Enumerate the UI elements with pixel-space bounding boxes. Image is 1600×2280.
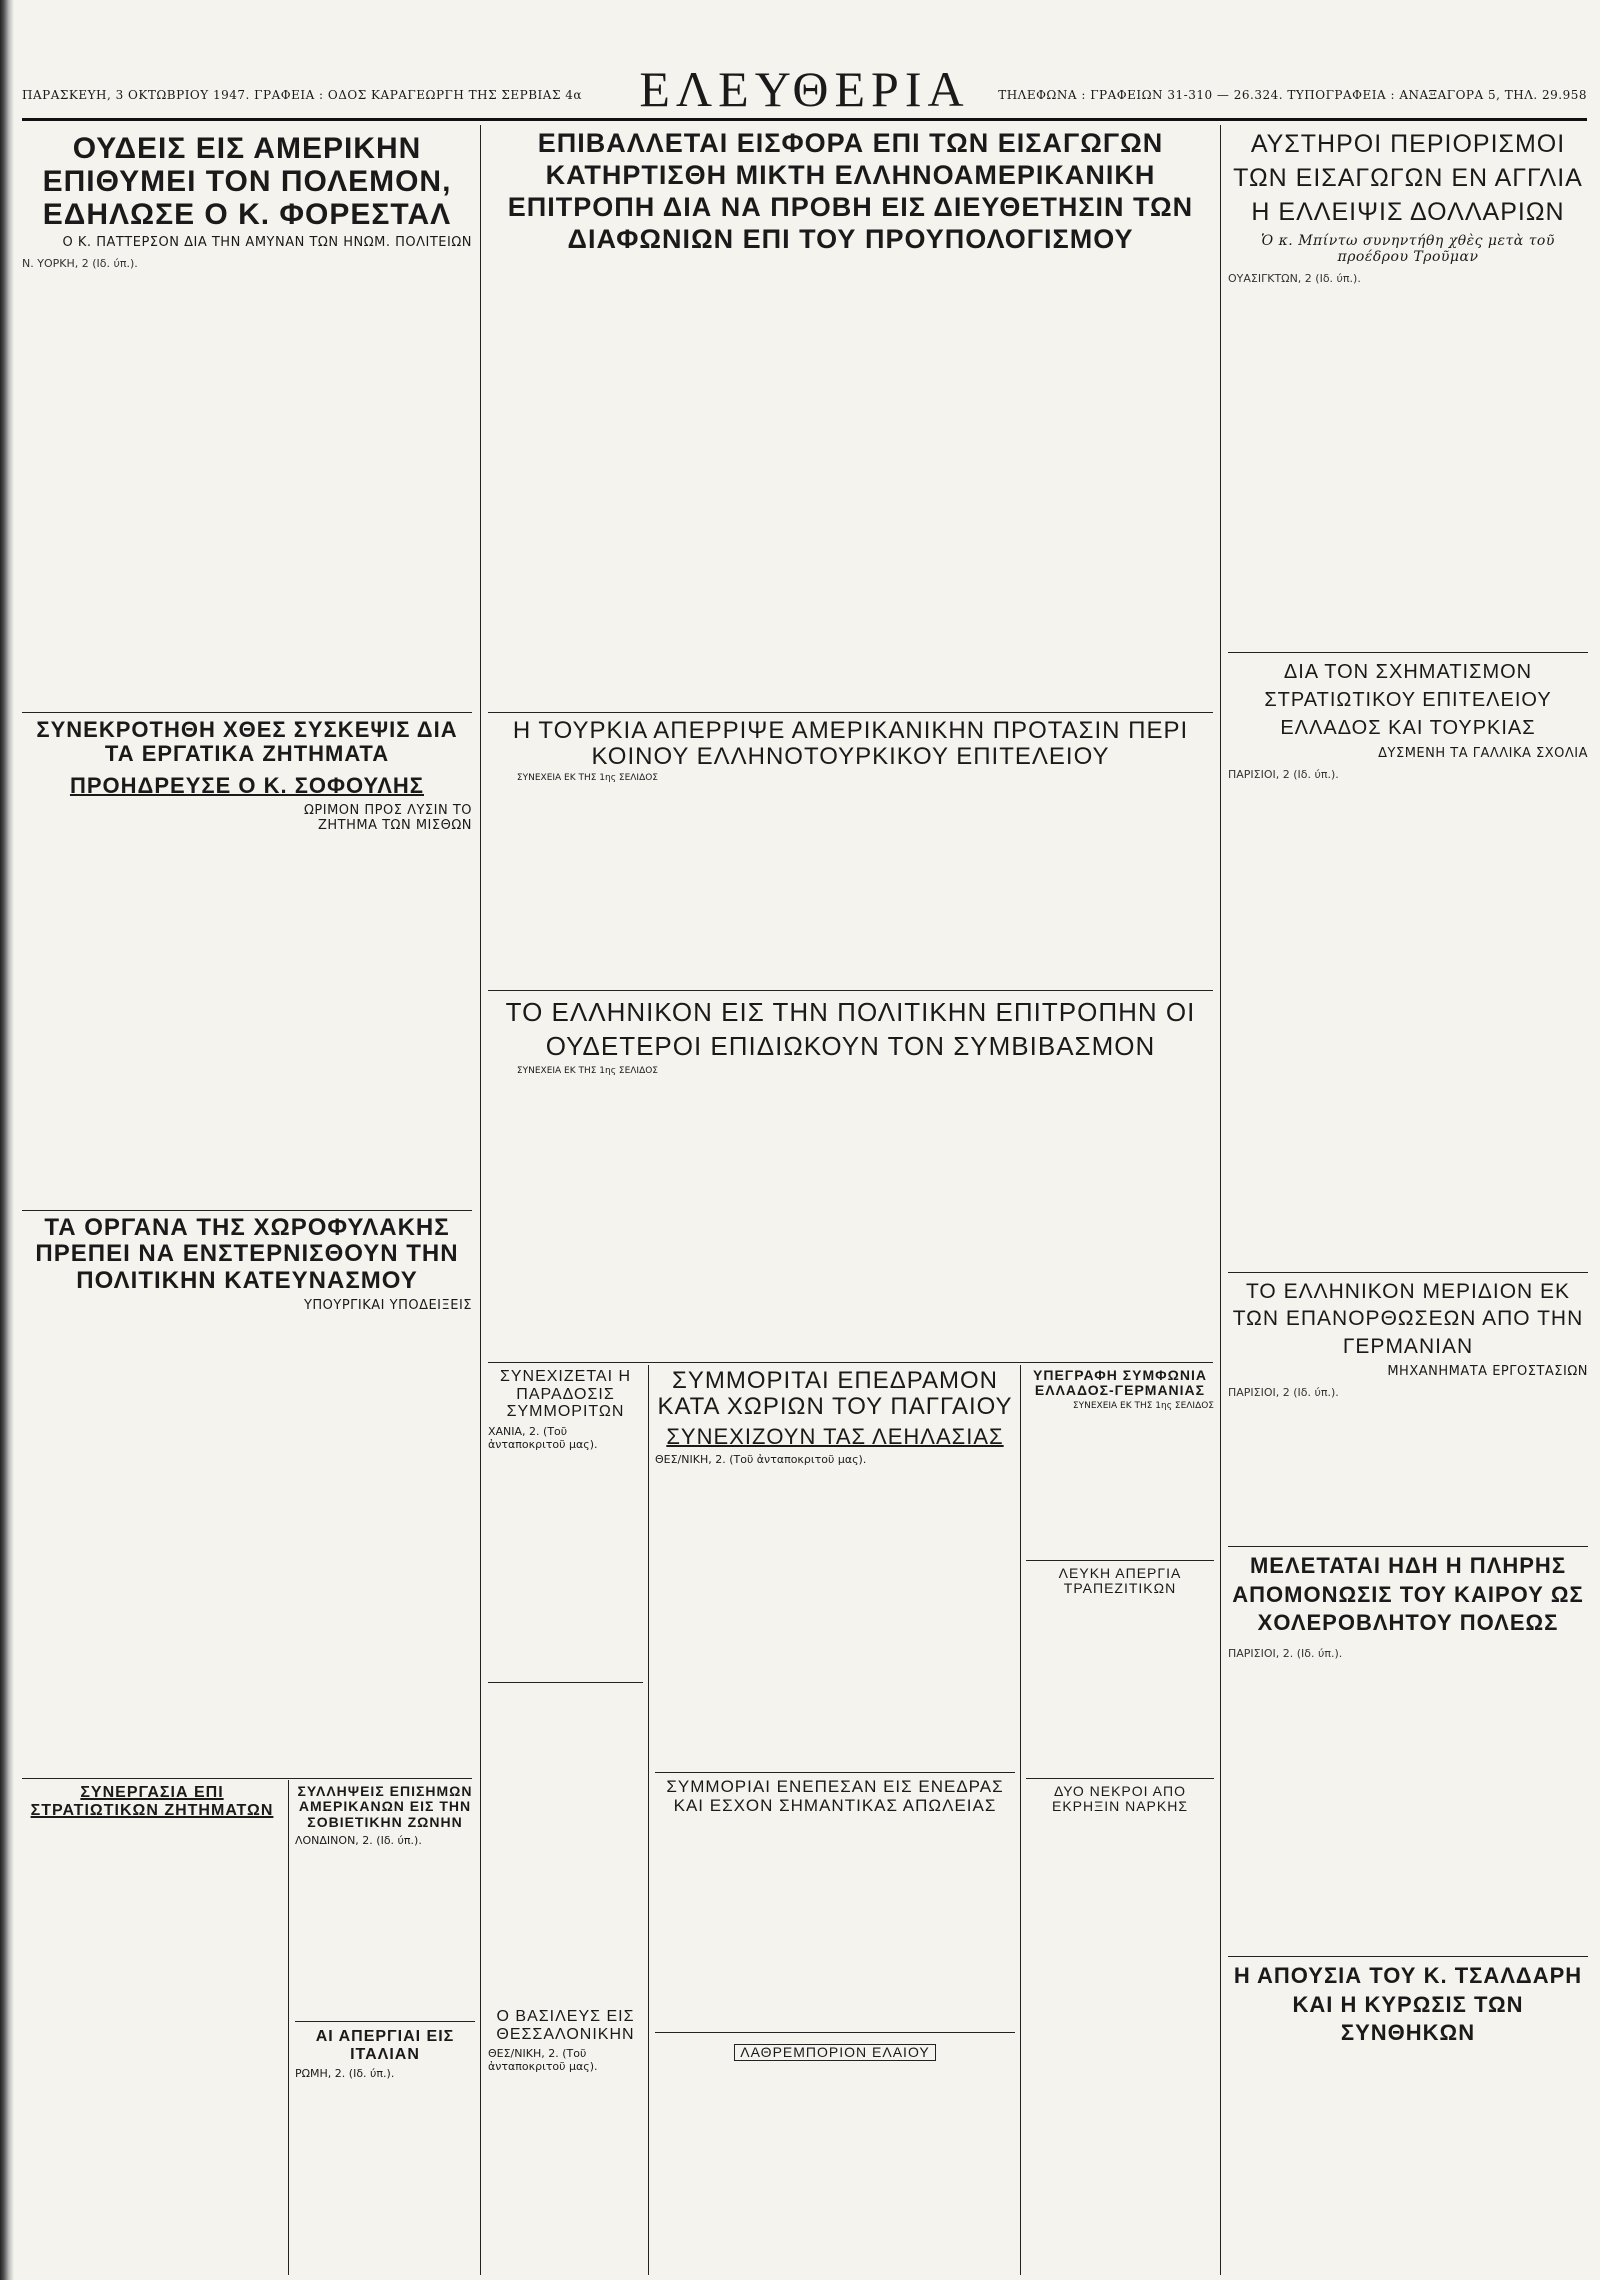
headline: ΣΥΝΕΧΙΖΕΤΑΙ Η ΠΑΡΑΔΟΣΙΣ ΣΥΜΜΟΡΙΤΩΝ [499,1368,632,1421]
section-rule [22,1210,472,1211]
article-body [488,1078,1213,1338]
article-body [655,2067,1015,2257]
article-body [1026,1413,1214,1533]
article-forrestal [22,128,472,708]
article-paggaio [655,1368,1015,1768]
headline: ΛΕΥΚΗ ΑΠΕΡΓΙΑ ΤΡΑΠΕΖΙΤΙΚΩΝ [1058,1566,1182,1597]
article-body [488,1688,643,2008]
article-body [1228,1383,1588,1533]
headline: ΛΑΘΡΕΜΠΟΡΙΟΝ ΕΛΑΙΟΥ [734,2044,936,2061]
section-rule [488,1362,1213,1363]
dateline: ΟΥΑΣΙΓΚΤΩΝ, 2 (Ιδ. ύπ.). [1228,272,1361,286]
dateline: ΘΕΣ/ΝΙΚΗ, 2. (Τοῦ ἀνταποκριτοῦ μας). [488,2047,598,2074]
article-ambush [655,1778,1015,2028]
section-rule [655,1772,1015,1773]
article-king [488,1688,643,2273]
subheadline: ΔΥΣΜΕΝΗ ΤΑ ΓΑΛΛΙΚΑ ΣΧΟΛΙΑ [1378,746,1588,761]
article-agreement [1026,1368,1214,1558]
article-body [22,1317,472,1757]
section-rule [655,2032,1015,2033]
headline: ΥΠΕΓΡΑΦΗ ΣΥΜΦΩΝΙΑ ΕΛΛΑΔΟΣ-ΓΕΡΜΑΝΙΑΣ [1033,1368,1207,1399]
masthead [22,60,1587,120]
article-strike [1026,1566,1214,1776]
headline: ΜΕΛΕΤΑΤΑΙ ΗΔΗ Η ΠΛΗΡΗΣ ΑΠΟΜΟΝΩΣΙΣ ΤΟΥ ΚΑΙΡΟΥ ΩΣ ΧΟΛΕΡΟΒΛΗΤΟΥ ΠΟΛΕΩΣ [1232,1553,1584,1636]
section-rule [1026,1560,1214,1561]
article-body [22,254,472,684]
article-body [655,1821,1015,2011]
dateline: Ν. ΥΟΡΚΗ, 2 (Ιδ. ύπ.). [22,257,138,270]
article-body [1026,1603,1214,1768]
article-tsaldaris [1228,1962,1588,2274]
article-cholera [1228,1552,1588,1952]
section-rule [1228,652,1588,653]
article-body-2 [488,2077,643,2257]
headline: ΔΙΑ ΤΟΝ ΣΧΗΜΑΤΙΣΜΟΝ ΣΤΡΑΤΙΩΤΙΚΟΥ ΕΠΙΤΕΛΕΙΟΥ ΕΛΛΑΔΟΣ ΚΑΙ ΤΟΥΡΚΙΑΣ [1264,661,1552,739]
headline-italy: ΑΙ ΑΠΕΡΓΙΑΙ ΕΙΣ ΙΤΑΛΙΑΝ [315,2028,455,2063]
article-arrests [295,1784,475,2274]
article-body [1026,1821,1214,2261]
headline: ΔΥΟ ΝΕΚΡΟΙ ΑΠΟ ΕΚΡΗΞΙΝ ΝΑΡΚΗΣ [1051,1784,1188,1815]
section-rule [1228,1272,1588,1273]
headline: ΑΥΣΤΗΡΟΙ ΠΕΡΙΟΡΙΣΜΟΙ ΤΩΝ ΕΙΣΑΓΩΓΩΝ ΕΝ ΑΓΓΛΙΑ Η ΕΛΛΕΙΨΙΣ ΔΟΛΛΑΡΙΩΝ [1233,130,1583,226]
article-turkey [488,718,1213,988]
article-un [488,996,1213,1361]
masthead-rule [22,118,1587,121]
section-rule [488,990,1213,991]
column-divider [480,125,481,2275]
headline: ΣΥΜΜΟΡΙΑΙ ΕΝΕΠΕΣΑΝ ΕΙΣ ΕΝΕΔΡΑΣ ΚΑΙ ΕΣΧΟΝ ΣΗΜΑΝΤΙΚΑΣ ΑΠΩΛΕΙΑΣ [666,1778,1004,1815]
headline: ΕΠΙΒΑΛΛΕΤΑΙ ΕΙΣΦΟΡΑ ΕΠΙ ΤΩΝ ΕΙΣΑΓΩΓΩΝ ΚΑΤΗΡΤΙΣΘΗ ΜΙΚΤΗ ΕΛΛΗΝΟΑΜΕΡΙΚΑΝΙΚΗ ΕΠΙΤΡΟΠΗ ΔΙΑ ΝΑ ΠΡΟΒΗ ΕΙΣ ΔΙΕΥΘΕΤΗΣΙΝ ΤΩΝ ΔΙΑΦΩΝΙΩΝ ΕΠΙ ΤΟΥ ΠΡΟΥΠΟΛΟΓΙΣΜΟΥ [507,128,1194,254]
article-body [1228,2054,1588,2274]
article-labor [22,718,472,1208]
article-reparations [1228,1278,1588,1543]
masthead-phones: ΤΗΛΕΦΩΝΑ : ΓΡΑΦΕΙΩΝ 31-310 — 26.324. ΤΥΠΟΓΡΑΦΕΙΑ : ΑΝΑΞΑΓΟΡΑ 5, ΤΗΛ. 29.958 [998,88,1587,102]
section-rule [22,1778,472,1779]
continued-note: ΣΥΝΕΧΕΙΑ ΕΚ ΤΗΣ 1ης ΣΕΛΙΔΟΣ [516,772,658,783]
column-divider [1220,125,1221,2275]
subheadline: Ο Κ. ΠΑΤΤΕΡΣΟΝ ΔΙΑ ΤΗΝ ΑΜΥΝΑΝ ΤΩΝ ΗΝΩΜ. ΠΟΛΙΤΕΙΩΝ [62,235,472,250]
headline: Ο ΒΑΣΙΛΕΥΣ ΕΙΣ ΘΕΣΣΑΛΟΝΙΚΗΝ [496,2008,635,2043]
headline-secondary: ΣΥΝΕΧΙΖΟΥΝ ΤΑΣ ΛΕΗΛΑΣΙΑΣ [666,1423,1004,1449]
article-oil [655,2038,1015,2273]
continued-note: ΣΥΝΕΧΕΙΑ ΕΚ ΤΗΣ 1ης ΣΕΛΙΔΟΣ [516,1065,658,1076]
article-body [295,1851,475,2021]
dateline: ΘΕΣ/ΝΙΚΗ, 2. (Τοῦ ἀνταποκριτοῦ μας). [655,1452,867,1466]
subheadline: ΜΗΧΑΝΗΜΑΤΑ ΕΡΓΟΣΤΑΣΙΩΝ [1387,1363,1588,1379]
section-rule [1026,1778,1214,1779]
article-body [488,261,1213,691]
article-gendarmerie [22,1215,472,1775]
article-body [1228,1644,1588,1904]
headline: ΤΟ ΕΛΛΗΝΙΚΟΝ ΕΙΣ ΤΗΝ ΠΟΛΙΤΙΚΗΝ ΕΠΙΤΡΟΠΗΝ ΟΙ ΟΥΔΕΤΕΡΟΙ ΕΠΙΔΙΩΚΟΥΝ ΤΟΝ ΣΥΜΒΙΒΑΣΜΟΝ [505,997,1196,1061]
dateline: ΠΑΡΙΣΙΟΙ, 2 (Ιδ. ύπ.). [1228,1385,1339,1399]
headline: ΣΥΜΜΟΡΙΤΑΙ ΕΠΕΔΡΑΜΟΝ ΚΑΤΑ ΧΩΡΙΩΝ ΤΟΥ ΠΑΓΓΑΙΟΥ [657,1368,1013,1421]
article-body [22,1825,282,2265]
article-body [655,1470,1015,1740]
article-england [1228,128,1588,648]
subheadline: ΩΡΙΜΟΝ ΠΡΟΣ ΛΥΣΙΝ ΤΟ ΖΗΤΗΜΑ ΤΩΝ ΜΙΣΘΩΝ [303,802,472,833]
section-rule [22,712,472,713]
dateline: ΠΑΡΙΣΙΟΙ, 2. (Ιδ. ύπ.). [1228,1646,1343,1660]
headline: ΤΟ ΕΛΛΗΝΙΚΟΝ ΜΕΡΙΔΙΟΝ ΕΚ ΤΩΝ ΕΠΑΝΟΡΘΩΣΕΩΝ ΑΠΟ ΤΗΝ ΓΕΡΜΑΝΙΑΝ [1232,1280,1584,1358]
headline: ΣΥΝΕΚΡΟΤΗΘΗ ΧΘΕΣ ΣΥΣΚΕΨΙΣ ΔΙΑ ΤΑ ΕΡΓΑΤΙΚΑ ΖΗΤΗΜΑΤΑ [36,718,458,767]
section-rule [1228,1956,1588,1957]
column-divider [1020,1365,1021,2275]
dateline-italy: ΡΩΜΗ, 2. (Ιδ. ύπ.). [295,2067,395,2081]
headline: ΣΥΝΕΡΓΑΣΙΑ ΕΠΙ ΣΤΡΑΤΙΩΤΙΚΩΝ ΖΗΤΗΜΑΤΩΝ [30,1784,274,1819]
column-divider [288,1780,289,2275]
headline: Η ΤΟΥΡΚΙΑ ΑΠΕΡΡΙΨΕ ΑΜΕΡΙΚΑΝΙΚΗΝ ΠΡΟΤΑΣΙΝ ΠΕΡΙ ΚΟΙΝΟΥ ΕΛΛΗΝΟΤΟΥΡΚΙΚΟΥ ΕΠΙΤΕΛΕΙΟΥ [512,718,1189,771]
article-eisfora [488,128,1213,708]
section-rule [488,712,1213,713]
section-rule [295,2021,475,2022]
headline-secondary: ΠΡΟΗΔΡΕΥΣΕ Ο Κ. ΣΟΦΟΥΛΗΣ [69,773,425,799]
article-body [488,1455,643,1665]
section-rule [1228,1546,1588,1547]
article-dead [1026,1784,1214,2274]
newspaper-title: ΕΛΕΥΘΕΡΙΑ [639,61,970,117]
article-body [1228,765,1588,1245]
subheadline: Ὁ κ. Μπίντω συνηντήθη χθὲς μετὰ τοῦ προέδρου Τροῦμαν [1261,233,1555,266]
headline: ΣΥΛΛΗΨΕΙΣ ΕΠΙΣΗΜΩΝ ΑΜΕΡΙΚΑΝΩΝ ΕΙΣ ΤΗΝ ΣΟΒΙΕΤΙΚΗΝ ΖΩΝΗΝ [297,1784,473,1830]
masthead-date-address: ΠΑΡΑΣΚΕΥΗ, 3 ΟΚΤΩΒΡΙΟΥ 1947. ΓΡΑΦΕΙΑ : ΟΔΟΣ ΚΑΡΑΓΕΩΡΓΗ ΤΗΣ ΣΕΡΒΙΑΣ 4α [22,88,582,102]
article-military [22,1784,282,2274]
dateline: ΛΟΝΔΙΝΟΝ, 2. (Ιδ. ύπ.). [295,1834,422,1848]
article-body [22,837,472,1208]
article-abductions [488,1368,643,1678]
headline: ΟΥΔΕΙΣ ΕΙΣ ΑΜΕΡΙΚΗΝ ΕΠΙΘΥΜΕΙ ΤΟΝ ΠΟΛΕΜΟΝ, ΕΔΗΛΩΣΕ Ο Κ. ΦΟΡΕΣΤΑΛ [42,132,452,231]
headline: ΤΑ ΟΡΓΑΝΑ ΤΗΣ ΧΩΡΟΦΥΛΑΚΗΣ ΠΡΕΠΕΙ ΝΑ ΕΝΣΤΕΡΝΙΣΘΟΥΝ ΤΗΝ ΠΟΛΙΤΙΚΗΝ ΚΑΤΕΥΝΑΣΜΟΥ [35,1215,459,1294]
continued-note: ΣΥΝΕΧΕΙΑ ΕΚ ΤΗΣ 1ης ΣΕΛΙΔΟΣ [1072,1400,1214,1411]
article-body-italy [295,2084,475,2234]
article-body [488,785,1213,965]
article-body [1228,269,1588,619]
column-divider [648,1365,649,2275]
dateline: ΧΑΝΙΑ, 2. (Τοῦ ἀνταποκριτοῦ μας). [488,1424,598,1451]
scan-edge-shadow [0,0,14,2280]
article-genstaff [1228,658,1588,1268]
dateline: ΠΑΡΙΣΙΟΙ, 2 (Ιδ. ύπ.). [1228,768,1339,781]
headline: Η ΑΠΟΥΣΙΑ ΤΟΥ Κ. ΤΣΑΛΔΑΡΗ ΚΑΙ Η ΚΥΡΩΣΙΣ ΤΩΝ ΣΥΝΘΗΚΩΝ [1233,1963,1583,2046]
subheadline: ΥΠΟΥΡΓΙΚΑΙ ΥΠΟΔΕΙΞΕΙΣ [303,1298,472,1314]
section-rule [488,1682,643,1683]
